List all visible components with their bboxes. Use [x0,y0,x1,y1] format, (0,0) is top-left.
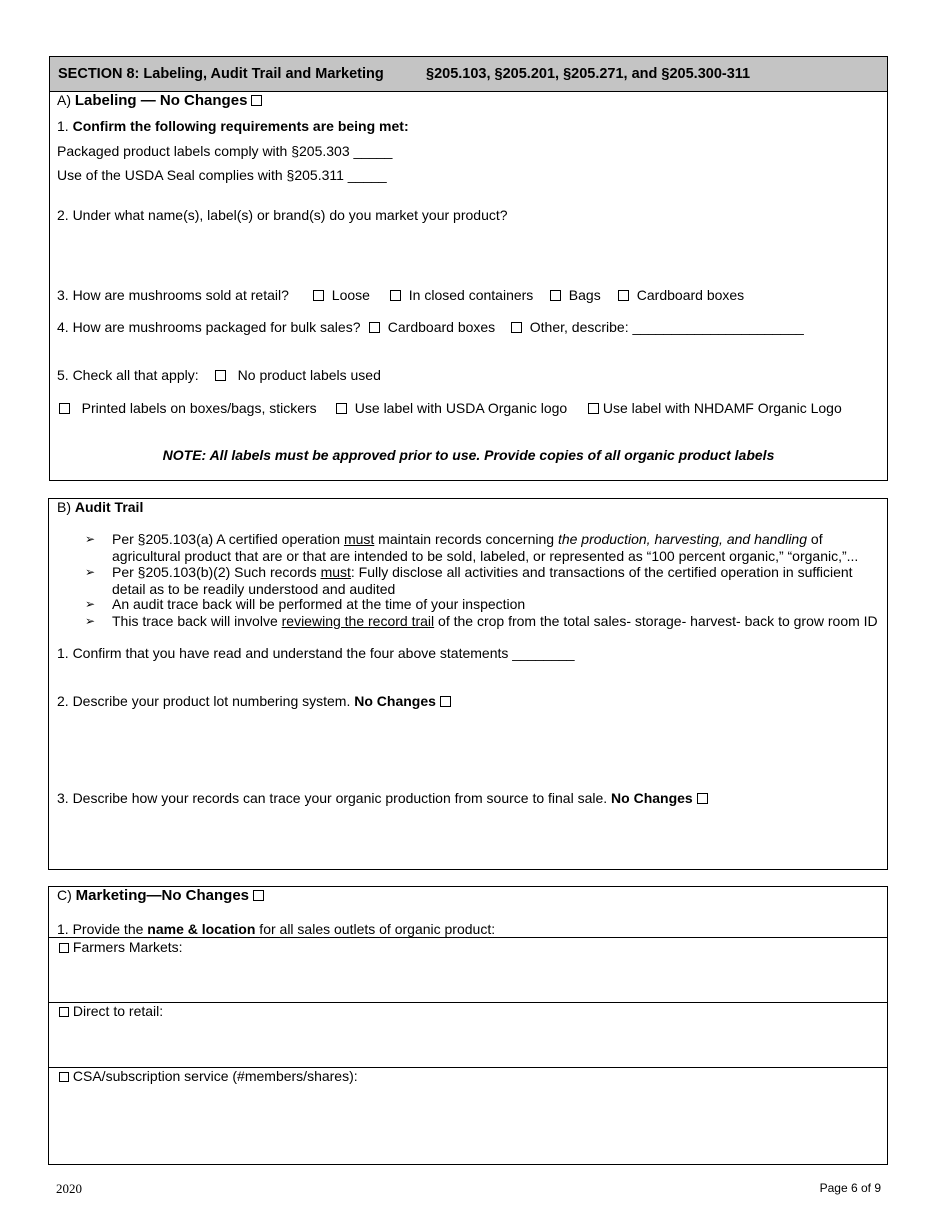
retail-closed-containers-checkbox[interactable] [390,290,401,301]
retail-option-closed-containers[interactable] [390,287,533,303]
audit-q2-no-changes: No Changes [354,693,436,709]
audit-statement-2: Per §205.103(b)(2) Such records must: Fully disclose all activities and transactions of the certified operation in sufficient detail as to be readily understood and audited [112,564,853,597]
footer-page-number: Page 6 of 9 [819,1181,881,1195]
direct-retail-checkbox[interactable] [59,1007,69,1017]
no-labels-option[interactable] [215,367,381,383]
retail-option-bags[interactable] [550,287,601,303]
audit-q1: 1. Confirm that you have read and understand the four above statements ________ [57,645,575,661]
bulk-other-label: Other, describe: ______________________ [529,319,804,335]
retail-closed-containers-label: In closed containers [408,287,534,303]
labeling-q2: 2. Under what name(s), label(s) or brand(s) do you market your product? [57,207,508,223]
labeling-q1-number: 1. [57,118,69,134]
printed-labels-checkbox[interactable] [59,403,70,414]
no-labels-label: No product labels used [237,367,381,383]
retail-bags-checkbox[interactable] [550,290,561,301]
audit-statement-1: Per §205.103(a) A certified operation must maintain records concerning the production, harvesting, and handling of agricultural product that are or that are intended to be sold, labeled, or represented as “100 percent organic,” “organic,”... [112,531,859,564]
labeling-q1-text: Confirm the following requirements are being met: [72,118,409,134]
outlet-divider [48,937,888,938]
section-header [49,56,888,92]
farmers-markets-label: Farmers Markets: [72,939,183,955]
bulk-option-other[interactable] [511,319,804,335]
retail-option-cardboard[interactable] [618,287,744,303]
printed-labels-label: Printed labels on boxes/bags, stickers [81,400,317,416]
audit-q2-no-changes-checkbox[interactable] [440,696,451,707]
bullet-arrow-icon: ➢ [85,614,96,628]
audit-q3-no-changes: No Changes [611,790,693,806]
bulk-cardboard-label: Cardboard boxes [387,319,496,335]
labeling-req-labels: Packaged product labels comply with §205.303 _____ [57,143,393,159]
marketing-no-changes-checkbox[interactable] [253,890,264,901]
outlet-csa[interactable] [59,1068,358,1084]
retail-cardboard-checkbox[interactable] [618,290,629,301]
bulk-cardboard-checkbox[interactable] [369,322,380,333]
label-option-printed[interactable] [59,400,317,416]
bulk-option-cardboard[interactable] [369,319,495,335]
no-labels-checkbox[interactable] [215,370,226,381]
outlet-farmers-markets[interactable] [59,939,183,955]
retail-cardboard-label: Cardboard boxes [636,287,745,303]
usda-logo-checkbox[interactable] [336,403,347,414]
labels-approval-note: NOTE: All labels must be approved prior to use. Provide copies of all organic product labels [162,447,775,463]
direct-retail-label: Direct to retail: [72,1003,164,1019]
outlet-direct-retail[interactable] [59,1003,163,1019]
marketing-q1: 1. Provide the name & location for all sales outlets of organic product: [57,921,496,937]
retail-loose-label: Loose [331,287,370,303]
labeling-q3: 3. How are mushrooms sold at retail? [57,287,289,303]
labeling-req-seal: Use of the USDA Seal complies with §205.311 _____ [57,167,387,183]
csa-label: CSA/subscription service (#members/shares): [72,1068,358,1084]
retail-bags-label: Bags [568,287,601,303]
audit-q3-no-changes-checkbox[interactable] [697,793,708,804]
section-title: SECTION 8: Labeling, Audit Trail and Marketing [58,66,384,82]
labeling-heading-row [57,92,262,109]
labeling-no-changes-checkbox[interactable] [251,95,262,106]
section-regs: §205.103, §205.201, §205.271, and §205.300-311 [426,66,751,82]
usda-logo-label: Use label with USDA Organic logo [354,400,568,416]
labeling-q5: 5. Check all that apply: [57,367,199,383]
labeling-q1 [57,118,409,134]
footer-year: 2020 [56,1181,82,1196]
marketing-prefix: C) [57,887,72,903]
marketing-heading: Marketing—No Changes [75,887,250,904]
audit-q3-row [57,790,708,806]
csa-checkbox[interactable] [59,1072,69,1082]
label-option-nhdamf[interactable] [588,400,842,416]
audit-q3: 3. Describe how your records can trace your organic production from source to final sale. [57,790,608,806]
bullet-arrow-icon: ➢ [85,597,96,611]
audit-heading: Audit Trail [74,499,144,515]
retail-option-loose[interactable] [313,287,370,303]
labeling-heading: Labeling — No Changes [74,92,248,109]
audit-statement-4: This trace back will involve reviewing the record trail of the crop from the total sales- storage- harvest- back to grow room ID [112,613,878,629]
labeling-prefix: A) [57,92,71,108]
audit-prefix: B) [57,499,71,515]
farmers-markets-checkbox[interactable] [59,943,69,953]
bullet-arrow-icon: ➢ [85,565,96,579]
audit-heading-row [57,499,143,515]
outlet-divider [48,1002,888,1003]
audit-statement-3: An audit trace back will be performed at the time of your inspection [112,596,526,612]
bulk-other-checkbox[interactable] [511,322,522,333]
nhdamf-logo-checkbox[interactable] [588,403,599,414]
nhdamf-logo-label: Use label with NHDAMF Organic Logo [602,400,842,416]
retail-loose-checkbox[interactable] [313,290,324,301]
bullet-arrow-icon: ➢ [85,532,96,546]
labeling-q4: 4. How are mushrooms packaged for bulk sales? [57,319,361,335]
audit-q2-row [57,693,451,709]
audit-q2: 2. Describe your product lot numbering system. [57,693,351,709]
marketing-heading-row [57,887,264,904]
label-option-usda[interactable] [336,400,567,416]
